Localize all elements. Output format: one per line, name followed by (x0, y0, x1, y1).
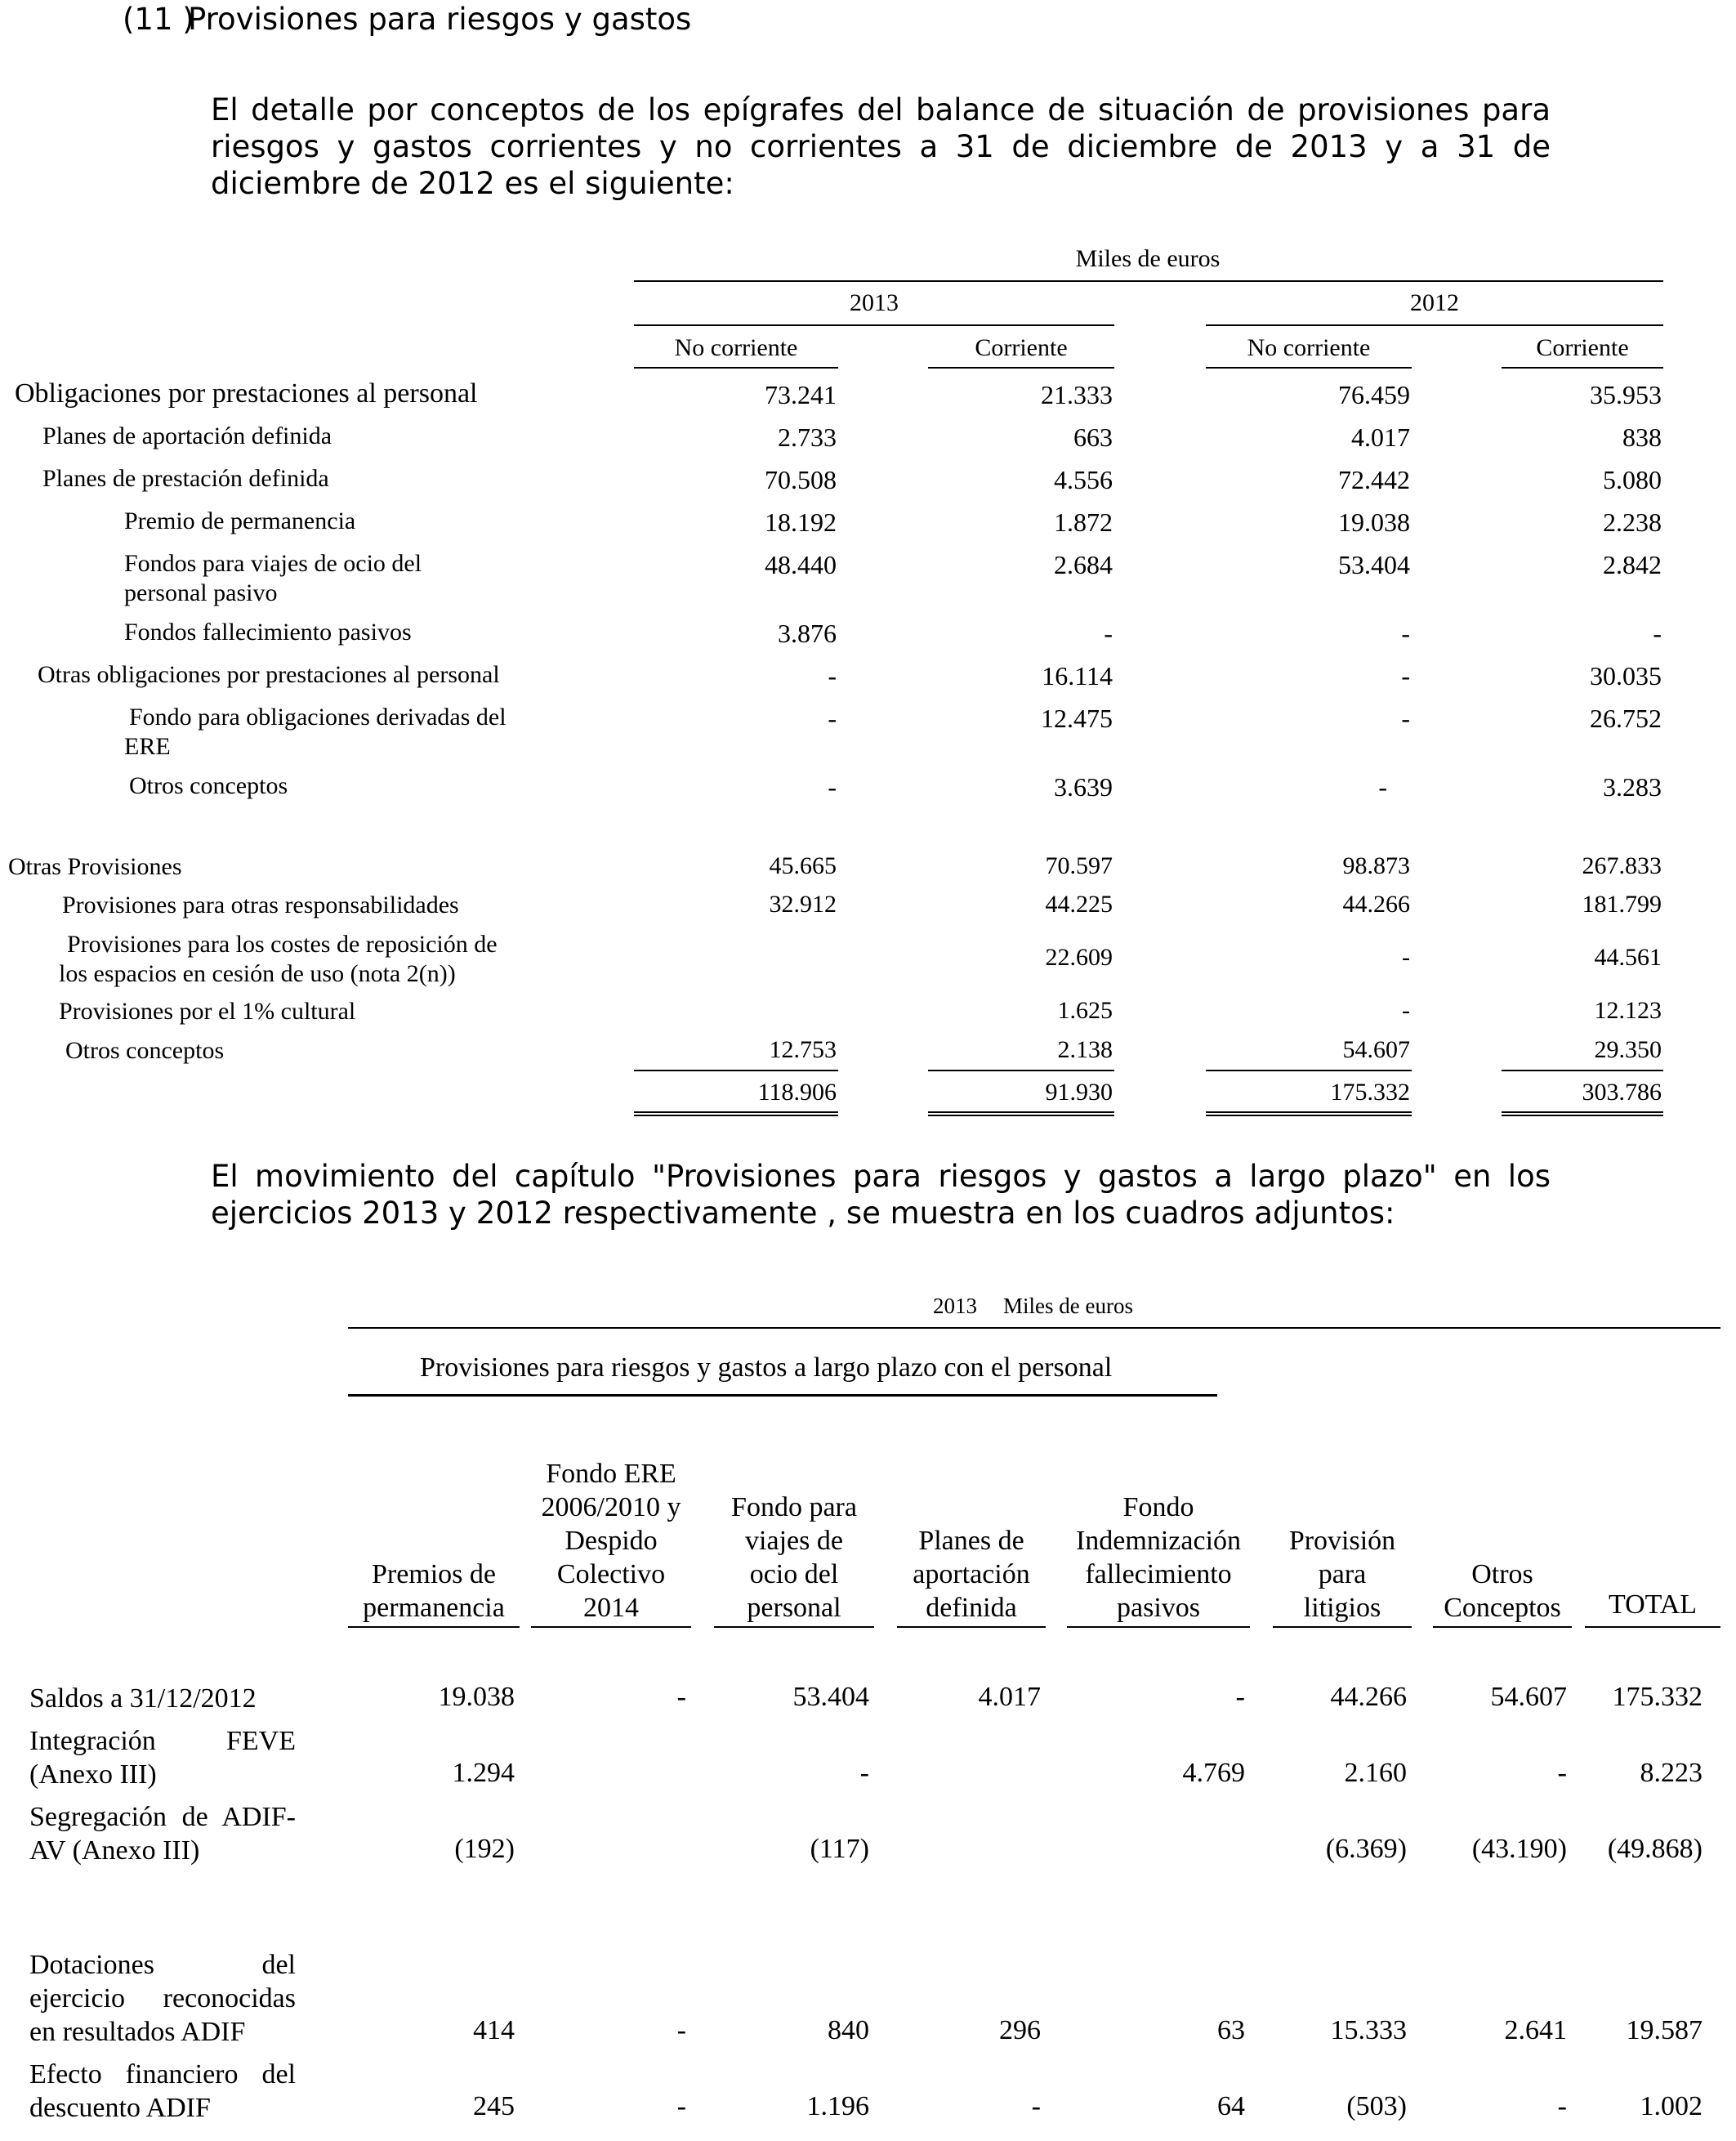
table1-cell: 73.241 (765, 380, 837, 409)
table2-header-rule (1585, 1626, 1720, 1628)
table1-row-label: Premio de permanencia (124, 507, 356, 534)
table2-cell: 54.607 (1490, 1682, 1567, 1712)
table2-col-header-premios: Premios de permanencia (363, 1559, 505, 1623)
table1-year-2012: 2012 (1410, 289, 1459, 316)
table1-col-rule (928, 367, 1114, 369)
table2-header-rule (1273, 1626, 1412, 1628)
table1-total-double-rule (634, 1111, 838, 1116)
table1-year-rule-2012 (1206, 324, 1663, 326)
table1-cell: 48.440 (765, 550, 837, 579)
table1-row-label: Otros conceptos (129, 772, 288, 799)
table1-cell: 12.475 (1041, 704, 1113, 733)
table2-cell: 840 (828, 2015, 869, 2045)
table1-cell: 5.080 (1603, 465, 1662, 494)
table2-cell: 19.038 (438, 1682, 515, 1712)
table1-col-rule (1502, 367, 1663, 369)
table1-cell: - (1653, 619, 1662, 648)
table1-row-label-cont: los espacios en cesión de uso (nota 2(n)) (59, 960, 456, 987)
table1-cell: 2.238 (1603, 507, 1662, 537)
table1-cell: 2.842 (1603, 550, 1662, 579)
table1-cell: 19.038 (1338, 507, 1410, 537)
table2-col-header-viajes: Fondo para viajes de ocio del personal (731, 1492, 857, 1623)
table1-row-label: Fondo para obligaciones derivadas del (129, 704, 507, 731)
table1-row-label: Fondos para viajes de ocio del (124, 550, 422, 577)
table1-cell: 3.283 (1603, 772, 1662, 802)
table2-cell: 1.002 (1640, 2091, 1703, 2121)
table1-cell: - (1402, 944, 1410, 971)
table2-cell: 2.160 (1344, 1758, 1407, 1788)
table2-col-header-fallecimiento: Fondo Indemnización fallecimiento pasivos (1075, 1492, 1242, 1623)
table1-unit-rule (634, 280, 1663, 282)
table2-year: 2013 (933, 1294, 977, 1318)
table2-cell: 63 (1217, 2015, 1245, 2045)
table1-cell: - (1402, 997, 1410, 1024)
table2-header-rule (531, 1626, 691, 1628)
table1-cell: 72.442 (1338, 465, 1410, 494)
table1-cell: 12.123 (1594, 997, 1662, 1024)
table2-subtitle-rule (348, 1394, 1217, 1397)
table1-row-label: Otros conceptos (65, 1037, 225, 1064)
table2-cell: - (859, 1758, 869, 1788)
table2-cell: 245 (473, 2091, 515, 2121)
table2-cell: 1.294 (452, 1758, 515, 1788)
table2-cell: 15.333 (1330, 2015, 1407, 2045)
table1-cell: - (1378, 772, 1387, 802)
table1-cell: 16.114 (1042, 661, 1113, 691)
table1-row-label: Provisiones para los costes de reposición de (67, 931, 498, 958)
table1-row-label: Provisiones para otras responsabilidades (62, 892, 459, 919)
table1-cell: 98.873 (1342, 852, 1410, 879)
table1-cell: 2.138 (1057, 1036, 1113, 1063)
table1-cell: 1.625 (1057, 997, 1113, 1024)
section-number: (11 ) (123, 2, 194, 37)
table2-cell: 4.017 (978, 1682, 1041, 1712)
table1-cell: 267.833 (1582, 852, 1662, 879)
table1-row-label: Otras obligaciones por prestaciones al personal (38, 661, 500, 688)
table2-cell: (49.868) (1607, 1834, 1703, 1864)
table1-cell: 53.404 (1338, 550, 1410, 579)
table1-cell: 45.665 (769, 852, 837, 879)
table2-cell: - (676, 2091, 686, 2121)
table1-cell: 181.799 (1582, 891, 1662, 918)
table1-cell: 70.508 (765, 465, 837, 494)
table2-cell: 2.641 (1504, 2015, 1567, 2045)
table1-cell: 3.876 (778, 619, 837, 648)
table1-subtotal-rule (1206, 1070, 1412, 1071)
table2-cell: 175.332 (1612, 1682, 1703, 1712)
table2-cell: - (1557, 2091, 1567, 2121)
table1-cell: 838 (1622, 422, 1662, 452)
movement-paragraph: El movimiento del capítulo "Provisiones para riesgos y gastos a largo plazo" en los ejercicios 2013 y 2012 respectivamente , se muestra en los cuadros adjuntos: (211, 1159, 1551, 1231)
table1-total-double-rule (1206, 1111, 1412, 1116)
table2-unit: Miles de euros (1003, 1294, 1133, 1318)
table2-cell: - (1031, 2091, 1041, 2121)
table1-col-header: Corriente (975, 334, 1068, 361)
table2-cell: - (676, 1682, 686, 1712)
table1-cell: 18.192 (765, 507, 837, 537)
table2-cell: 44.266 (1330, 1682, 1407, 1712)
table1-total-double-rule (1502, 1111, 1663, 1116)
table2-cell: - (1557, 1758, 1567, 1788)
table1-total: 118.906 (757, 1079, 837, 1106)
table1-cell: 1.872 (1054, 507, 1113, 537)
table2-col-header-total: TOTAL (1608, 1589, 1698, 1620)
table1-col-header: No corriente (1247, 334, 1371, 361)
table1-subtotal-rule (928, 1070, 1114, 1071)
table1-cell: 32.912 (769, 891, 837, 918)
table1-row-label: Otras Provisiones (8, 853, 182, 880)
table1-cell: - (828, 704, 837, 733)
table1-cell: 663 (1073, 422, 1113, 452)
table1-cell: 30.035 (1590, 661, 1662, 691)
table1-cell: 4.017 (1351, 422, 1410, 452)
table2-cell: - (1235, 1682, 1245, 1712)
table2-cell: (192) (454, 1834, 515, 1864)
table1-subtotal-rule (1502, 1070, 1663, 1071)
table2-top-rule (348, 1327, 1720, 1329)
table2-row-label: Segregación de ADIF- AV (Anexo III) (29, 1802, 296, 1866)
table1-col-rule (634, 367, 838, 369)
table2-cell: (503) (1346, 2091, 1407, 2121)
table1-year-2013: 2013 (850, 289, 899, 316)
table1-row-label: Planes de aportación definida (42, 422, 332, 449)
table1-cell: 22.609 (1045, 944, 1113, 971)
table2-cell: 1.196 (806, 2091, 869, 2121)
table2-cell: 53.404 (792, 1682, 869, 1712)
table2-col-header-otros: Otros Conceptos (1444, 1559, 1561, 1623)
table1-year-rule-2013 (634, 324, 1114, 326)
table2-col-header-planes: Planes de aportación definida (913, 1526, 1030, 1623)
table1-subtotal-rule (634, 1070, 838, 1071)
intro-paragraph: El detalle por conceptos de los epígrafes del balance de situación de provisiones para riesgos y gastos corrientes y no corrientes a 31 de diciembre de 2013 y a 31 de diciembre de 2012 es el siguiente: (211, 92, 1551, 201)
table1-unit: Miles de euros (1075, 245, 1221, 272)
table2-header-rule (1433, 1626, 1572, 1628)
table2-cell: 64 (1217, 2091, 1245, 2121)
table2-header-rule (714, 1626, 874, 1628)
table1-cell: 44.225 (1045, 891, 1113, 918)
table1-cell: 26.752 (1590, 704, 1662, 733)
table2-cell: (6.369) (1325, 1834, 1407, 1864)
table2-cell: 8.223 (1640, 1758, 1703, 1788)
table1-cell: - (1104, 619, 1113, 648)
table1-cell: 35.953 (1590, 380, 1662, 409)
table1-row-label: Provisiones por el 1% cultural (59, 998, 356, 1025)
table1-col-header: Corriente (1536, 334, 1629, 361)
table1-cell: 3.639 (1054, 772, 1113, 802)
table1-row-label-cont: ERE (124, 733, 171, 760)
table1-cell: - (1401, 619, 1410, 648)
table2-col-header-ere: Fondo ERE 2006/2010 y Despido Colectivo 2014 (541, 1459, 681, 1623)
section-title: Provisiones para riesgos y gastos (188, 2, 692, 37)
table2-cell: (43.190) (1471, 1834, 1567, 1864)
table2-cell: 4.769 (1182, 1758, 1245, 1788)
table1-cell: 54.607 (1342, 1036, 1410, 1063)
table2-header-rule (348, 1626, 520, 1628)
table1-cell: - (828, 661, 837, 691)
table2-col-header-litigios: Provisión para litigios (1288, 1526, 1396, 1623)
table1-cell: 70.597 (1045, 852, 1113, 879)
table1-total: 303.786 (1582, 1079, 1662, 1106)
table1-row-label: Planes de prestación definida (42, 465, 329, 492)
table1-row-label: Obligaciones por prestaciones al personal (15, 378, 478, 409)
table2-header-rule (1067, 1626, 1250, 1628)
table2-cell: 414 (473, 2015, 515, 2045)
table1-cell: - (828, 772, 837, 802)
table2-cell: (117) (810, 1834, 869, 1864)
table2-cell: 19.587 (1626, 2015, 1703, 2045)
table1-cell: 21.333 (1041, 380, 1113, 409)
table1-cell: 12.753 (769, 1036, 837, 1063)
table2-row-label: Integración FEVE (Anexo III) (29, 1726, 296, 1790)
table1-total-double-rule (928, 1111, 1114, 1116)
table1-cell: - (1401, 704, 1410, 733)
table2-cell: - (676, 2015, 686, 2045)
table2-subtitle: Provisiones para riesgos y gastos a largo plazo con el personal (420, 1352, 1113, 1383)
table1-total: 175.332 (1330, 1079, 1410, 1106)
table2-row-label: Efecto financiero del descuento ADIF (29, 2059, 296, 2123)
table1-cell: 44.561 (1594, 944, 1662, 971)
table2-cell: 296 (999, 2015, 1041, 2045)
table2-header-rule (897, 1626, 1046, 1628)
table2-row-label: Dotaciones del ejercicio reconocidas en resultados ADIF (29, 1950, 296, 2047)
table1-cell: 29.350 (1594, 1036, 1662, 1063)
table1-row-label: Fondos fallecimiento pasivos (124, 619, 412, 646)
table1-col-rule (1206, 367, 1412, 369)
table1-cell: - (1401, 661, 1410, 691)
table1-col-header: No corriente (674, 334, 798, 361)
table1-cell: 4.556 (1054, 465, 1113, 494)
table1-row-label-cont: personal pasivo (124, 579, 278, 606)
table1-total: 91.930 (1045, 1079, 1113, 1106)
table2-row-label: Saldos a 31/12/2012 (29, 1683, 257, 1714)
table1-cell: 44.266 (1342, 891, 1410, 918)
table1-cell: 2.733 (778, 422, 837, 452)
table1-cell: 2.684 (1054, 550, 1113, 579)
table1-cell: 76.459 (1338, 380, 1410, 409)
